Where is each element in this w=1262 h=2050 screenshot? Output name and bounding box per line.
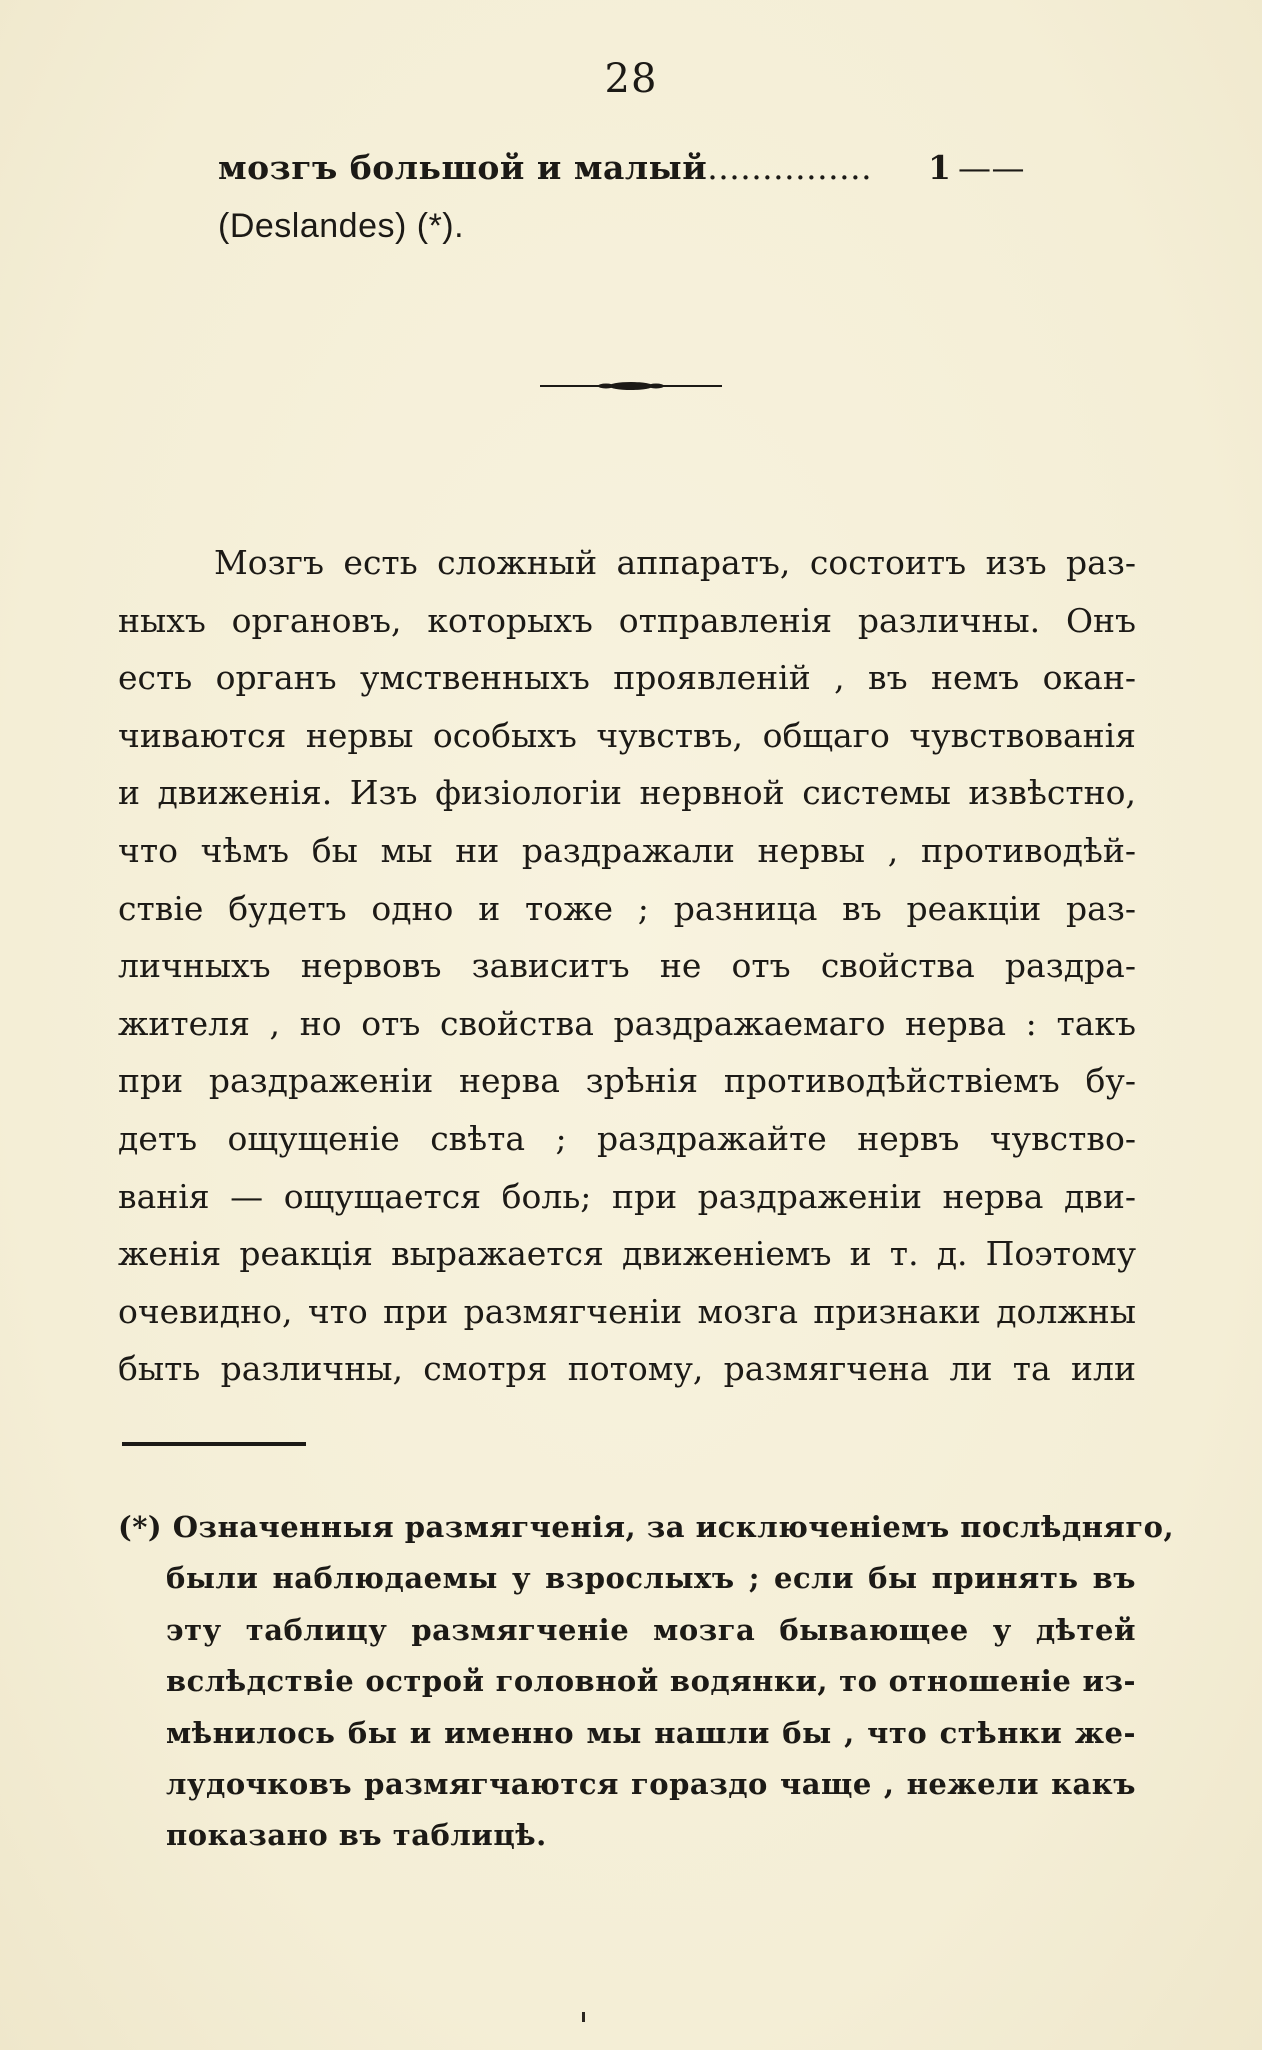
paragraph-line: чиваются нервы особыхъ чувствъ, общаго чувствованія [118,715,1136,755]
main-paragraph [118,534,1136,1398]
paragraph-line: ванія — ощущается боль; при раздраженіи нерва дви- [118,1176,1136,1216]
table-row-count: 1 [928,148,952,187]
paragraph-line: и движенія. Изъ физіологіи нервной системы извѣстно, [118,773,1136,813]
paragraph-line: очевидно, что при размягченіи мозга признаки должны [118,1291,1136,1331]
paragraph-line: что чѣмъ бы мы ни раздражали нервы , противодѣй- [118,830,1136,870]
printer-mark [582,2012,585,2022]
footnote-line: эту таблицу размягченіе мозга бывающее у дѣтей [166,1612,1136,1647]
footnote-line: (*) Означенныя размягченія, за исключеніемъ послѣдняго, [118,1510,1175,1544]
footnote [118,1502,1175,1862]
footnote-separator-rule [122,1442,306,1446]
paragraph-line: Мозгъ есть сложный аппаратъ, состоитъ изъ раз- [214,543,1136,582]
paragraph-line: есть органъ умственныхъ проявленій , въ немъ окан- [118,658,1136,698]
paragraph-line: быть различны, смотря потому, размягчена ли та или [118,1349,1136,1389]
footnote-line: вслѣдствіе острой головной водянки, то отношеніе из- [166,1664,1136,1699]
paragraph-line: при раздраженіи нерва зрѣнія противодѣйствіемъ бу- [118,1061,1136,1101]
paragraph-line: ствіе будетъ одно и тоже ; разница въ реакціи раз- [118,888,1136,928]
table-continuation-row [218,148,1068,187]
paragraph-line: личныхъ нервовъ зависитъ не отъ свойства раздра- [118,946,1136,986]
footnote-line: лудочковъ размягчаются гораздо чаще , нежели какъ [166,1767,1136,1802]
table-row-dash: —— [958,148,1025,187]
table-row-leader-dots: ............... [707,148,873,187]
table-row-label: мозгъ большой и малый [218,148,708,187]
footnote-line: были наблюдаемы у взрослыхъ ; если бы принять въ [166,1561,1136,1596]
table-source-citation: (Deslandes) (*). [218,207,465,245]
footnote-line: мѣнилось бы и именно мы нашли бы , что стѣнки же- [166,1715,1136,1750]
paragraph-line: женія реакція выражается движеніемъ и т. д. Поэтому [118,1234,1136,1274]
paragraph-line: жителя , но отъ свойства раздражаемаго нерва : такъ [118,1003,1136,1043]
paragraph-line: детъ ощущеніе свѣта ; раздражайте нервъ чувство- [118,1118,1136,1158]
ornamental-divider [540,380,722,392]
page-number: 28 [604,56,658,102]
paragraph-line: ныхъ органовъ, которыхъ отправленія различны. Онъ [118,600,1136,640]
footnote-line: показано въ таблицѣ. [166,1818,547,1853]
